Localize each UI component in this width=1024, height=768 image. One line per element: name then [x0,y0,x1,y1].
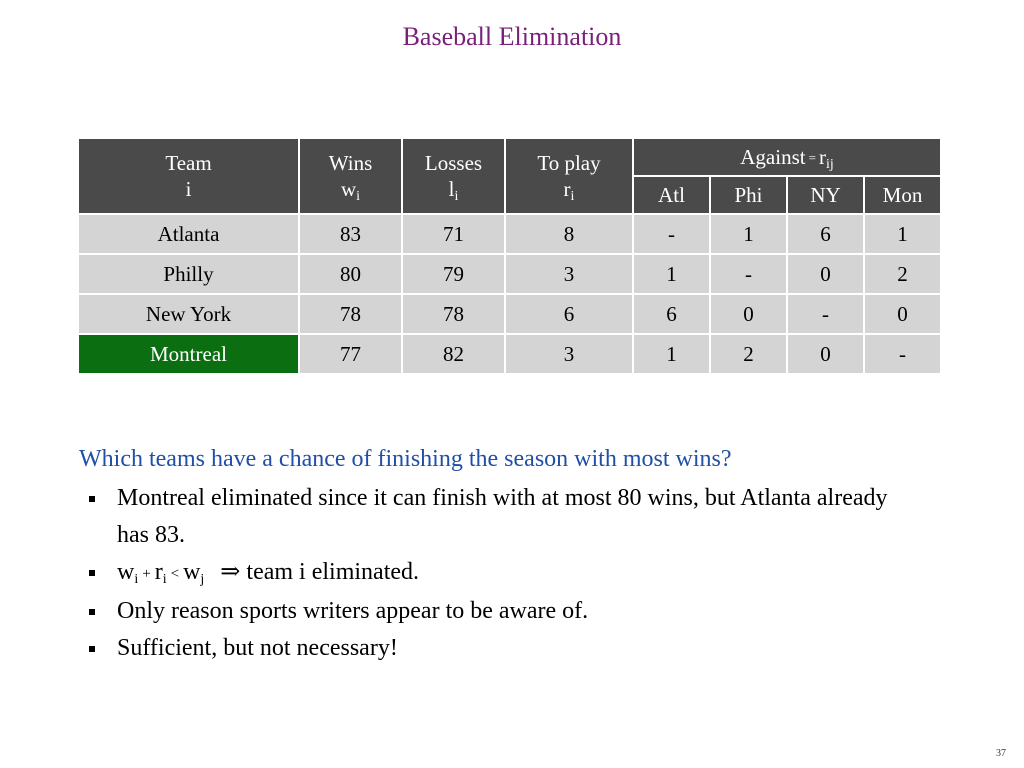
header-losses-label: Losses [424,151,483,175]
header-toplay-label: To play [537,151,601,175]
bullet-list [88,480,908,667]
against-cell: 0 [787,254,864,294]
standings-table [77,137,942,375]
against-cell: 6 [633,294,710,334]
formula-plus: + [142,566,151,582]
team-name: Atlanta [78,214,299,254]
header-opponent-atl: Atl [633,176,710,214]
list-item [88,554,908,593]
header-against-eq: = [808,149,816,165]
header-wins-label: Wins [328,151,373,175]
against-cell: 0 [787,334,864,374]
list-item [88,480,908,554]
header-opponent-mon: Mon [864,176,941,214]
square-bullet-icon [89,496,95,502]
team-name-highlighted: Montreal [78,334,299,374]
wins-cell: 77 [299,334,402,374]
header-team-var: i [185,177,192,201]
square-bullet-icon [89,609,95,615]
formula-w2: w [183,559,201,585]
header-losses-sub: i [454,189,459,204]
against-cell: 2 [864,254,941,294]
header-wins-var: w [340,177,357,201]
against-cell: 1 [633,254,710,294]
slide-title: Baseball Elimination [402,22,622,51]
formula-lt: < [170,566,180,582]
header-against-var: r [818,144,826,169]
formula-w: w [117,559,135,585]
wins-cell: 78 [299,294,402,334]
header-toplay-sub: i [570,189,575,204]
against-cell: 6 [787,214,864,254]
losses-cell: 78 [402,294,505,334]
against-cell: 0 [864,294,941,334]
losses-cell: 71 [402,214,505,254]
header-toplay [505,138,633,214]
toplay-cell: 3 [505,334,633,374]
table-row [78,254,941,294]
toplay-cell: 6 [505,294,633,334]
against-cell: - [633,214,710,254]
table-row [78,294,941,334]
losses-cell: 82 [402,334,505,374]
toplay-cell: 8 [505,214,633,254]
formula-w-sub: i [134,572,139,587]
toplay-cell: 3 [505,254,633,294]
against-cell: 0 [710,294,787,334]
wins-cell: 83 [299,214,402,254]
against-cell: - [864,334,941,374]
formula-w2-sub: j [200,572,205,587]
header-wins [299,138,402,214]
question-heading: Which teams have a chance of finishing the season with most wins? [79,446,732,472]
header-toplay-var: r [563,177,571,201]
table-row [78,214,941,254]
header-against-sub: ij [825,156,834,172]
square-bullet-icon [89,646,95,652]
formula-r-sub: i [162,572,167,587]
losses-cell: 79 [402,254,505,294]
header-opponent-ny: NY [787,176,864,214]
page-number: 37 [996,748,1006,759]
against-cell: - [787,294,864,334]
header-team [78,138,299,214]
against-cell: - [710,254,787,294]
header-wins-sub: i [356,189,361,204]
team-name: Philly [78,254,299,294]
against-cell: 1 [710,214,787,254]
against-cell: 1 [633,334,710,374]
formula-rest: team i eliminated. [246,559,420,585]
wins-cell: 80 [299,254,402,294]
bullet-text: Montreal eliminated since it can finish with at most 80 wins, but Atlanta already has 83. [117,485,888,548]
table-row [78,334,941,374]
against-cell: 1 [864,214,941,254]
header-team-label: Team [165,151,212,175]
header-losses [402,138,505,214]
header-against [633,138,941,176]
implies-icon: ⇒ [220,559,241,585]
header-against-label: Against [740,144,806,169]
formula-r: r [154,559,163,585]
header-opponent-phi: Phi [710,176,787,214]
bullet-text: Sufficient, but not necessary! [117,635,398,661]
list-item [88,593,908,630]
bullet-text: Only reason sports writers appear to be aware of. [117,598,589,624]
list-item [88,630,908,667]
team-name: New York [78,294,299,334]
square-bullet-icon [89,570,95,576]
header-losses-var: l [448,177,455,201]
against-cell: 2 [710,334,787,374]
